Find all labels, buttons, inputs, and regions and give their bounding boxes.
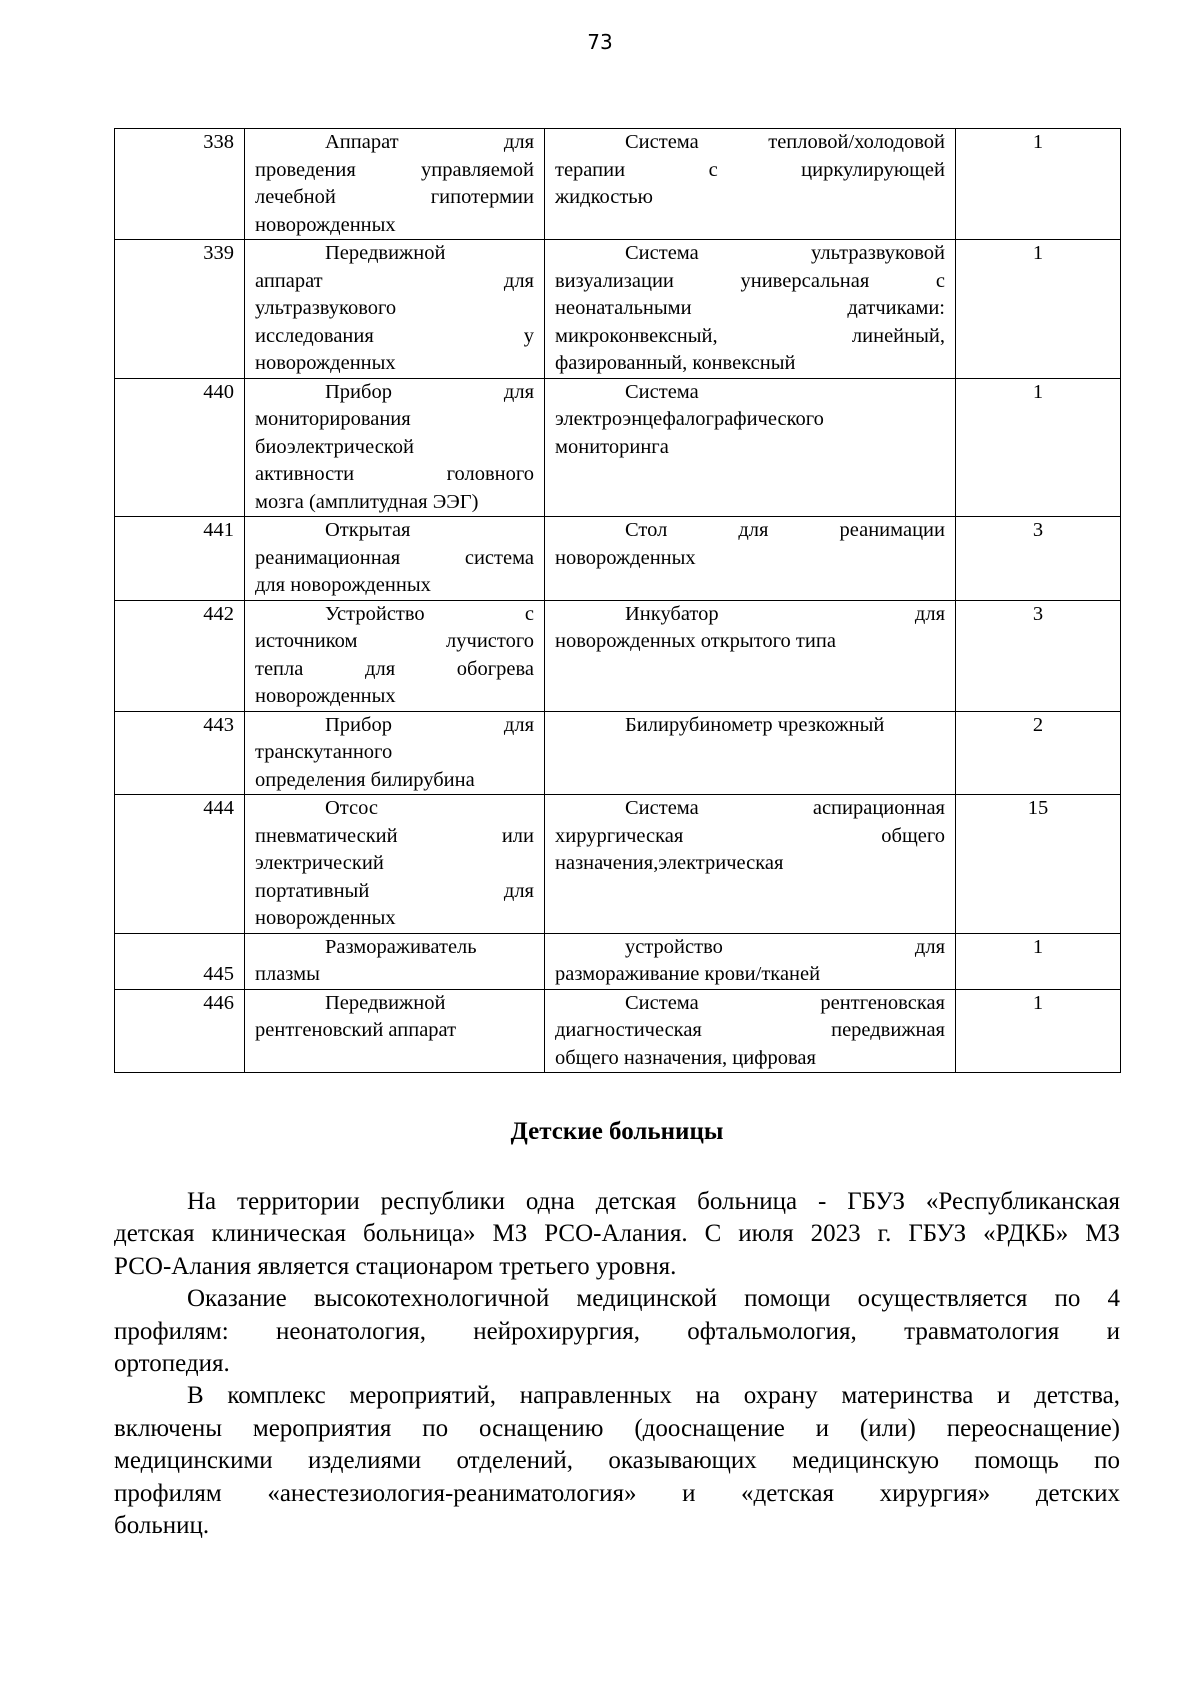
equipment-system-line: общего назначения, цифровая [555, 1046, 816, 1069]
device-name-line: Устройство с [325, 602, 534, 625]
device-name-line: рентгеновский аппарат [255, 1019, 457, 1041]
row-number: 441 [115, 517, 245, 601]
body-line: РСО-Алания является стационаром третьего уровня. [114, 1252, 677, 1280]
device-name-line: плазмы [255, 963, 320, 985]
equipment-system-line: Инкубатор для [625, 602, 945, 625]
table-row [115, 600, 1121, 711]
device-name-line: аппарат для [255, 269, 534, 292]
device-name-line: для новорожденных [255, 574, 431, 596]
body-line: профилям «анестезиология-реаниматология» и «детская хирургия» детских [114, 1479, 1120, 1507]
equipment-system-line: микроконвексный, линейный, [555, 324, 945, 347]
quantity: 1 [956, 240, 1121, 379]
body-line: ортопедия. [114, 1350, 230, 1378]
device-name [245, 989, 545, 1073]
equipment-system-line: новорожденных [555, 546, 696, 569]
body-paragraph [114, 1380, 1120, 1542]
equipment-system-line: Билирубинометр чрезкожный [625, 713, 885, 736]
equipment-system-line: новорожденных открытого типа [555, 630, 836, 652]
body-paragraph [114, 1283, 1120, 1380]
quantity: 1 [956, 989, 1121, 1073]
device-name-line: Передвижной [325, 242, 446, 264]
equipment-system [545, 129, 956, 240]
device-name-line: активности головного [255, 463, 534, 485]
body-line: профилям: неонатология, нейрохирургия, офтальмология, травматология и [114, 1317, 1120, 1345]
equipment-system [545, 378, 956, 517]
device-name-line: новорожденных [255, 907, 396, 929]
equipment-system [545, 240, 956, 379]
device-name [245, 600, 545, 711]
body-line: детская клиническая больница» МЗ РСО-Алания. С июля 2023 г. ГБУЗ «РДКБ» МЗ [114, 1220, 1120, 1248]
equipment-system-line: Стол для реанимации [625, 519, 945, 541]
device-name-line: Отсос [325, 797, 378, 819]
device-name-line: тепла для обогрева [255, 657, 534, 680]
device-name-line: мозга (амплитудная ЭЭГ) [255, 490, 479, 513]
table-row [115, 378, 1121, 517]
equipment-system [545, 600, 956, 711]
body-line: больниц. [114, 1512, 210, 1540]
device-name-line: транскутанного [255, 741, 393, 763]
device-name-line: новорожденных [255, 352, 396, 374]
device-name [245, 517, 545, 601]
equipment-system-line: Система рентгеновская [625, 991, 945, 1014]
row-number: 443 [115, 711, 245, 795]
device-name-line: мониторирования [255, 408, 411, 430]
device-name-line: Прибор для [325, 713, 534, 736]
table-row [115, 129, 1121, 240]
device-name [245, 933, 545, 989]
device-name [245, 378, 545, 517]
quantity: 2 [956, 711, 1121, 795]
device-name-line: Размораживатель [325, 935, 477, 958]
table-row [115, 711, 1121, 795]
equipment-system-line: устройство для [625, 935, 945, 958]
equipment-system [545, 711, 956, 795]
device-name-line: проведения управляемой [255, 158, 534, 181]
equipment-table-body [115, 129, 1121, 1073]
quantity: 1 [956, 378, 1121, 517]
device-name-line: лечебной гипотермии [255, 186, 534, 208]
body-line: На территории республики одна детская больница - ГБУЗ «Республиканская [187, 1188, 1120, 1215]
equipment-system-line: фазированный, конвексный [555, 352, 796, 374]
equipment-system-line: Система [625, 380, 699, 403]
body-paragraph [114, 1186, 1120, 1283]
equipment-system-line: назначения,электрическая [555, 852, 784, 874]
row-number: 445 [115, 933, 245, 989]
device-name-line: новорожденных [255, 213, 396, 236]
row-number: 444 [115, 795, 245, 934]
row-number: 446 [115, 989, 245, 1073]
device-name-line: пневматический или [255, 824, 534, 847]
device-name-line: портативный для [255, 879, 534, 902]
equipment-system-line: Система тепловой/холодовой [625, 131, 945, 153]
equipment-system-line: жидкостью [555, 186, 653, 208]
device-name-line: Передвижной [325, 991, 446, 1014]
equipment-system-line: Система ультразвуковой [625, 242, 945, 264]
device-name [245, 795, 545, 934]
equipment-system [545, 933, 956, 989]
device-name-line: источником лучистого [255, 630, 534, 652]
section-title: Детские больницы [510, 1118, 724, 1145]
equipment-system [545, 795, 956, 934]
device-name-line: определения билирубина [255, 768, 475, 791]
device-name-line: исследования у [255, 324, 534, 347]
device-name-line: Прибор для [325, 380, 534, 403]
section-body [114, 1186, 1120, 1542]
device-name-line: электрический [255, 852, 384, 874]
equipment-system-line: электроэнцефалографического [555, 408, 824, 430]
table-row [115, 795, 1121, 934]
equipment-system-line: диагностическая передвижная [555, 1019, 945, 1041]
equipment-system-line: терапии с циркулирующей [555, 158, 945, 181]
device-name-line: новорожденных [255, 685, 396, 707]
row-number: 338 [115, 129, 245, 240]
device-name [245, 240, 545, 379]
table-row [115, 989, 1121, 1073]
equipment-system-line: хирургическая общего [555, 824, 945, 847]
device-name-line: реанимационная система [255, 546, 534, 569]
body-line: Оказание высокотехнологичной медицинской помощи осуществляется по 4 [187, 1285, 1120, 1313]
equipment-system-line: Система аспирационная [625, 797, 945, 819]
equipment-system [545, 989, 956, 1073]
quantity: 1 [956, 129, 1121, 240]
body-line: включены мероприятия по оснащению (дооснащение и (или) переоснащение) [114, 1414, 1120, 1442]
quantity: 15 [956, 795, 1121, 934]
equipment-table [114, 128, 1121, 1073]
device-name-line: ультразвукового [255, 297, 397, 319]
quantity: 3 [956, 600, 1121, 711]
table-row [115, 240, 1121, 379]
body-line: медицинскими изделиями отделений, оказывающих медицинскую помощь по [114, 1447, 1120, 1475]
row-number: 339 [115, 240, 245, 379]
device-name [245, 711, 545, 795]
equipment-system-line: визуализации универсальная с [555, 269, 945, 292]
equipment-system-line: размораживание крови/тканей [555, 963, 821, 985]
table-row [115, 933, 1121, 989]
page-number: 73 [587, 30, 613, 54]
row-number: 442 [115, 600, 245, 711]
equipment-system-line: мониторинга [555, 435, 669, 458]
quantity: 3 [956, 517, 1121, 601]
device-name-line: биоэлектрической [255, 435, 414, 458]
table-row [115, 517, 1121, 601]
device-name-line: Аппарат для [325, 131, 534, 153]
row-number: 440 [115, 378, 245, 517]
equipment-system-line: неонатальными датчиками: [555, 297, 945, 319]
quantity: 1 [956, 933, 1121, 989]
device-name-line: Открытая [325, 519, 411, 541]
body-line: В комплекс мероприятий, направленных на охрану материнства и детства, [187, 1382, 1120, 1410]
equipment-system [545, 517, 956, 601]
device-name [245, 129, 545, 240]
